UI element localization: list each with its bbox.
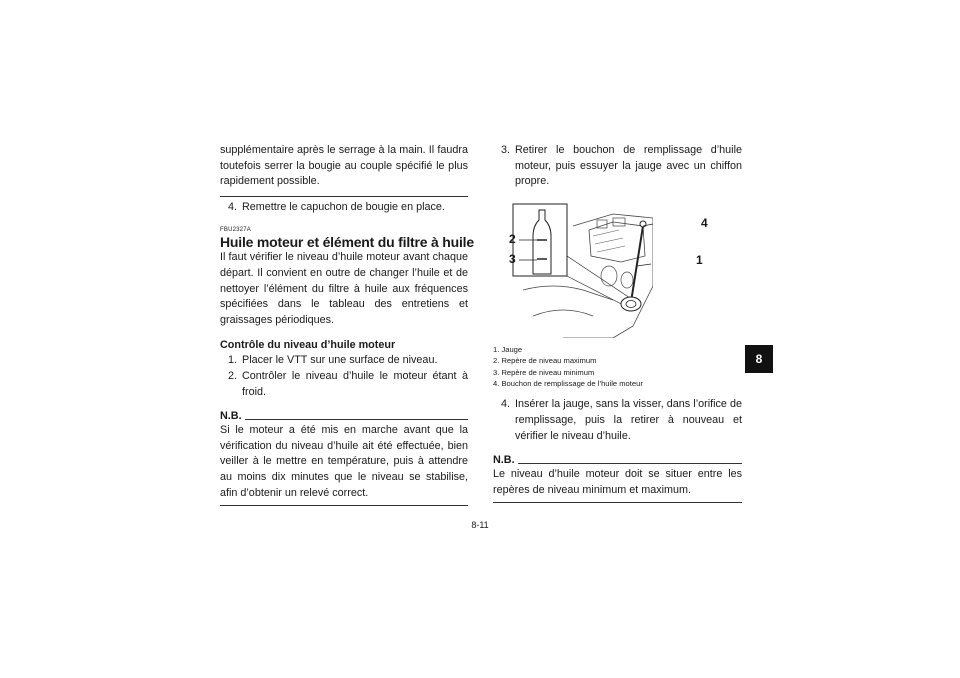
nb-bottom-rule	[220, 505, 468, 506]
page-number: 8-11	[471, 520, 489, 530]
step-4-remettre	[220, 200, 468, 216]
nb-rule	[245, 419, 468, 420]
nb-label: N.B.	[493, 454, 515, 467]
step-1	[220, 353, 468, 369]
step-text: Contrôler le niveau d’huile le moteur étant à froid.	[242, 369, 468, 398]
step-3	[493, 143, 742, 190]
callout-3: 3	[509, 251, 516, 266]
right-column	[493, 143, 742, 503]
divider	[220, 196, 468, 197]
step-text: Insérer la jauge, sans la visser, dans l’orifice de remplissage, puis la retirer à nouveau et vérifier le niveau d’huile.	[515, 398, 742, 442]
step-number: 3.	[500, 144, 510, 156]
nb-label: N.B.	[220, 410, 242, 423]
oil-intro-paragraph: Il faut vérifier le niveau d’huile moteur avant chaque départ. Il convient en outre de changer l’huile et de nettoyer l’élément du filtre à huile aux fréquences spécifiées dans le tableau des entretiens et graissages périodiques.	[220, 251, 468, 326]
nb-rule	[518, 463, 742, 464]
section-heading: Huile moteur et élément du filtre à huile	[220, 234, 474, 251]
step-4-inserer	[493, 397, 742, 444]
nb-header	[220, 410, 468, 423]
step-number: 4.	[500, 398, 510, 411]
step-number: 2.	[227, 369, 237, 382]
intro-paragraph: supplémentaire après le serrage à la main. Il faudra toutefois serrer la bougie au couple spécifié le plus rapidement possible.	[220, 144, 468, 188]
step-number: 1.	[227, 354, 237, 367]
subheading: Contrôle du niveau d’huile moteur	[220, 339, 396, 352]
caption-item: 2. Repère de niveau maximum	[493, 356, 597, 366]
step-text: Placer le VTT sur une surface de niveau.	[242, 354, 438, 367]
engine-dipstick-drawing	[493, 196, 653, 338]
caption-item: 4. Bouchon de remplissage de l’huile moteur	[493, 379, 643, 388]
nb-text: Si le moteur a été mis en marche avant que la vérification du niveau d’huile ait été effectuée, bien veiller à le mettre en température, puis à attendre au moins dix minutes que le niveau se stabilise, afin d’obtenir un relevé correct.	[220, 424, 468, 499]
callout-1: 1	[696, 252, 703, 267]
callout-4: 4	[701, 215, 708, 230]
figure-caption	[493, 344, 742, 390]
nb-bottom-rule	[493, 502, 742, 503]
section-code: FBU2327A	[220, 227, 251, 234]
step-number: 4.	[227, 200, 237, 213]
step-text: Remettre le capuchon de bougie en place.	[242, 200, 445, 213]
left-column	[220, 143, 474, 506]
chapter-tab: 8	[745, 345, 773, 373]
caption-item: 1. Jauge	[493, 344, 523, 354]
step-text: Retirer le bouchon de remplissage d’huile moteur, puis essuyer la jauge avec un chiffon propre.	[515, 144, 742, 188]
callout-2: 2	[509, 231, 516, 246]
step-2	[220, 369, 468, 400]
dipstick-illustration	[493, 196, 708, 338]
nb-text: Le niveau d’huile moteur doit se situer entre les repères de niveau minimum et maximum.	[493, 468, 742, 496]
caption-item: 3. Repère de niveau minimum	[493, 367, 595, 377]
nb-header	[493, 454, 742, 467]
